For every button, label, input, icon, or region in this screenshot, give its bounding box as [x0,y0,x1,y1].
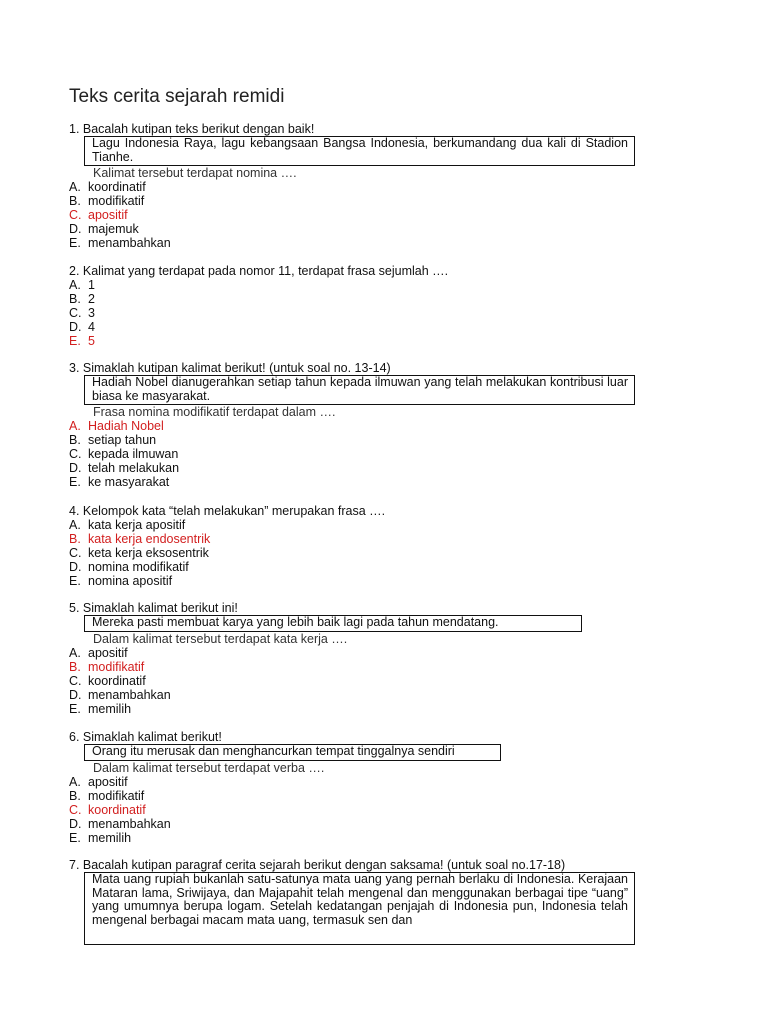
option-list [69,646,635,716]
option-item: D. 4 [69,320,95,334]
question-stem: 1. Bacalah kutipan teks berikut dengan baik! [69,122,315,136]
question-4 [69,504,635,588]
question-stem: 3. Simaklah kutipan kalimat berikut! (untuk soal no. 13-14) [69,361,391,375]
option-item: D. nomina modifikatif [69,560,189,574]
option-item: D. menambahkan [69,816,171,831]
option-item: D. telah melakukan [69,461,180,475]
quote-box: Lagu Indonesia Raya, lagu kebangsaan Bangsa Indonesia, berkumandang dua kali di Stadion Tianhe. [84,136,635,166]
question-3 [69,361,635,489]
question-prompt: Dalam kalimat tersebut terdapat verba …. [93,760,325,775]
question-prompt: Kalimat tersebut terdapat nomina …. [93,166,297,180]
question-stem: 5. Simaklah kalimat berikut ini! [69,601,238,615]
option-list [69,278,635,348]
option-list [69,518,635,588]
option-item-correct: B. modifikatif [69,659,145,674]
question-prompt: Frasa nomina modifikatif terdapat dalam …. [93,405,336,419]
option-item-correct: A. Hadiah Nobel [69,419,164,433]
option-list [69,775,635,845]
option-item-correct: B. kata kerja endosentrik [69,532,211,546]
option-item: A. koordinatif [69,180,146,194]
option-item: A. kata kerja apositif [69,518,186,532]
option-item: E. nomina apositif [69,574,173,588]
option-item: A. apositif [69,774,128,789]
question-stem: 2. Kalimat yang terdapat pada nomor 11, terdapat frasa sejumlah …. [69,264,449,278]
option-item: D. majemuk [69,222,139,236]
question-2 [69,264,635,348]
question-6 [69,730,635,845]
option-item: C. keta kerja eksosentrik [69,546,209,560]
option-item: E. ke masyarakat [69,475,170,489]
quote-box: Mereka pasti membuat karya yang lebih baik lagi pada tahun mendatang. [84,615,582,632]
option-item: A. apositif [69,645,128,660]
option-list [69,180,635,250]
option-item: C. 3 [69,306,95,320]
option-item: E. memilih [69,701,132,716]
option-item: C. koordinatif [69,673,146,688]
quote-box: Hadiah Nobel dianugerahkan setiap tahun kepada ilmuwan yang telah melakukan kontribusi luar biasa ke masyarakat. [84,375,635,405]
option-item: B. setiap tahun [69,433,157,447]
option-item-correct: C. apositif [69,208,128,222]
option-item: B. 2 [69,292,95,306]
option-item: B. modifikatif [69,194,145,208]
question-5 [69,601,635,716]
question-stem: 6. Simaklah kalimat berikut! [69,730,222,744]
option-item: B. modifikatif [69,788,145,803]
option-list [69,419,635,489]
option-item-correct: E. 5 [69,334,95,348]
option-item: D. menambahkan [69,687,171,702]
option-item: C. kepada ilmuwan [69,447,179,461]
option-item: E. memilih [69,830,132,845]
option-item: A. 1 [69,278,95,292]
quote-box: Mata uang rupiah bukanlah satu-satunya mata uang yang pernah berlaku di Indonesia. Kerajaan Mataran lama, Sriwijaya, dan Majapahit telah mengenal dan menggunakan berbagai tipe “uang” yang umumnya berupa logam. Setelah kedatangan penjajah di Indonesia pun, Indonesia telah mengenal berbagai macam mata uang, termasuk sen dan [84,872,635,945]
question-prompt: Dalam kalimat tersebut terdapat kata kerja …. [93,631,348,646]
question-stem: 7. Bacalah kutipan paragraf cerita sejarah berikut dengan saksama! (untuk soal no.17-18) [69,858,566,872]
question-stem: 4. Kelompok kata “telah melakukan” merupakan frasa …. [69,504,386,518]
option-item-correct: C. koordinatif [69,802,146,817]
question-1 [69,122,635,250]
quote-box: Orang itu merusak dan menghancurkan tempat tinggalnya sendiri [84,744,501,761]
question-7 [69,858,635,945]
option-item: E. menambahkan [69,236,171,250]
page-title: Teks cerita sejarah remidi [69,86,285,107]
